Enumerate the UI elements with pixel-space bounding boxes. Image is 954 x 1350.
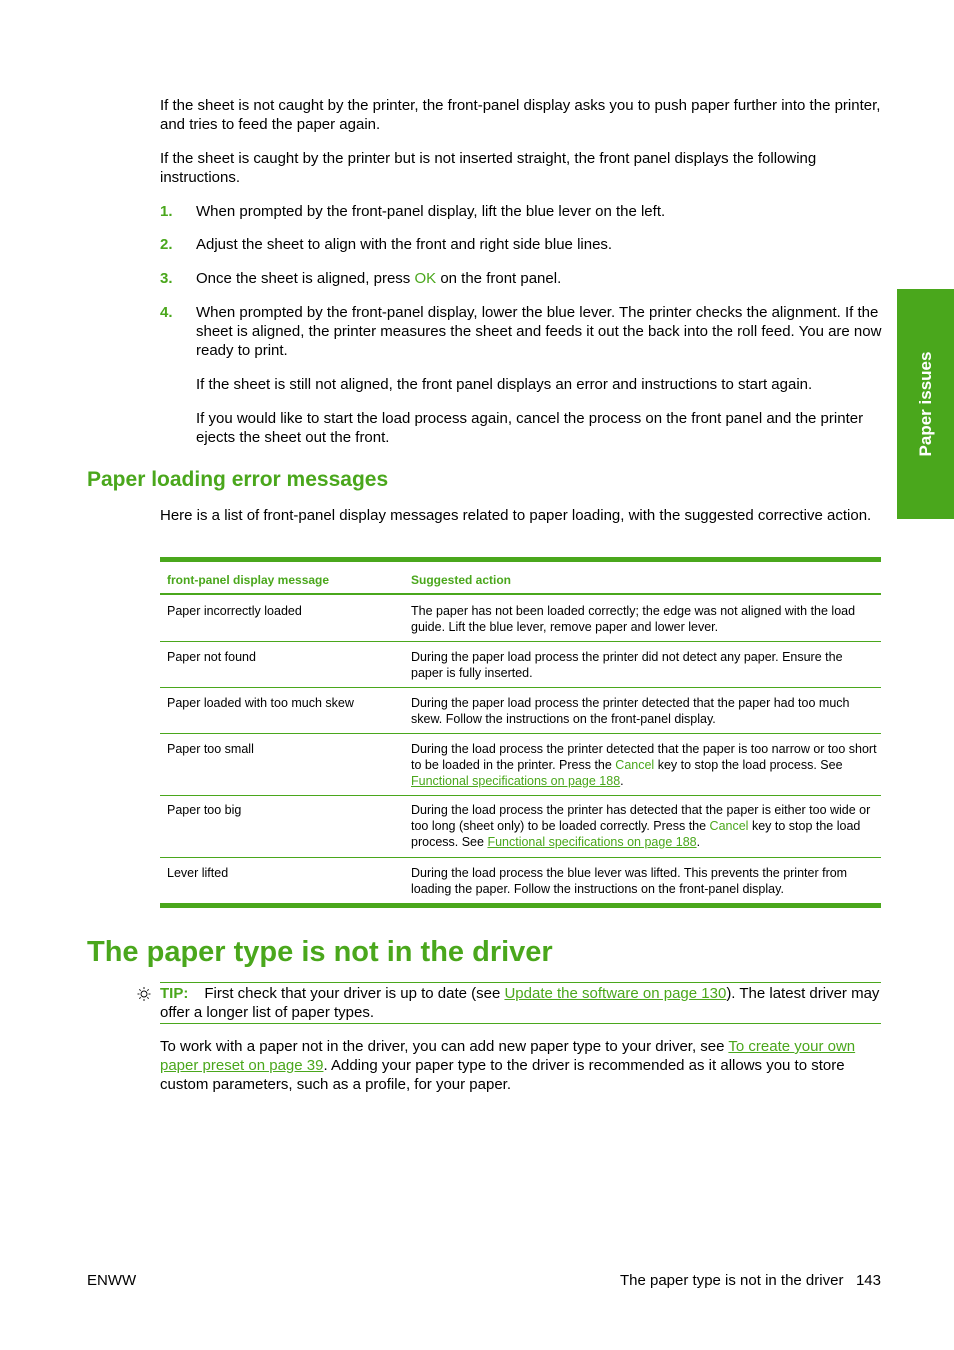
step-note: If the sheet is still not aligned, the front panel displays an error and instructions to start again. bbox=[196, 376, 813, 393]
action-text-part: . bbox=[696, 835, 701, 849]
create-paper-preset-link[interactable]: To create your own paper preset on page 39 bbox=[160, 1038, 856, 1074]
cancel-key-name: Cancel bbox=[709, 819, 749, 833]
message-cell: Paper not found bbox=[167, 650, 256, 664]
action-text-part: key to stop the load process. See bbox=[654, 758, 843, 772]
step-text-part: Once the sheet is aligned, press bbox=[196, 270, 415, 287]
table-row bbox=[160, 796, 881, 858]
table-row bbox=[160, 688, 881, 734]
closing-text-part: . Adding your paper type to the driver is recommended as it allows you to store custom parameters, such as a profile, for your paper. bbox=[160, 1057, 845, 1093]
intro-paragraph-2: If the sheet is caught by the printer but is not inserted straight, the front panel displays the following instructions. bbox=[160, 150, 817, 186]
step-text bbox=[196, 269, 886, 288]
message-cell: Lever lifted bbox=[167, 866, 229, 880]
table-row bbox=[160, 734, 881, 796]
step-number: 3. bbox=[160, 270, 173, 287]
functional-specifications-link[interactable]: Functional specifications on page 188 bbox=[411, 774, 621, 788]
step-number: 1. bbox=[160, 203, 173, 220]
step-text: When prompted by the front-panel display, lower the blue lever. The printer checks the alignment. If the sheet is aligned, the printer measures the sheet and feeds it out the back into the roll feed. You are now ready to print. bbox=[196, 304, 882, 359]
update-software-link[interactable]: Update the software on page 130 bbox=[504, 985, 727, 1002]
tip-text bbox=[160, 984, 882, 1022]
column-header-message: front-panel display message bbox=[167, 573, 330, 587]
action-text-part: . bbox=[620, 774, 624, 788]
intro-paragraph-1: If the sheet is not caught by the printer, the front-panel display asks you to push paper further into the printer, and tries to feed the paper again. bbox=[160, 97, 881, 133]
table-header bbox=[160, 562, 881, 595]
side-tab-label: Paper issues bbox=[915, 351, 935, 457]
closing-paragraph bbox=[160, 1037, 882, 1094]
action-text-part: key to stop the load process. See bbox=[411, 819, 861, 849]
table-row bbox=[160, 642, 881, 688]
step-text-part: on the front panel. bbox=[436, 270, 562, 287]
action-cell: During the load process the blue lever was lifted. This prevents the printer from loading the paper. Follow the instructions on the front-panel display. bbox=[411, 866, 848, 896]
footer-left: ENWW bbox=[87, 1272, 137, 1289]
error-messages-table bbox=[160, 557, 881, 908]
footer-right bbox=[620, 1272, 881, 1289]
column-header-action: Suggested action bbox=[411, 573, 512, 587]
section-intro: Here is a list of front-panel display messages related to paper loading, with the suggested corrective action. bbox=[160, 507, 872, 524]
tip-label: TIP: bbox=[160, 985, 189, 1002]
ok-key-name: OK bbox=[414, 270, 437, 287]
footer-title: The paper type is not in the driver bbox=[619, 1272, 844, 1289]
step-text: Adjust the sheet to align with the front and right side blue lines. bbox=[196, 236, 613, 253]
action-cell: The paper has not been loaded correctly; the edge was not aligned with the load guide. Lift the blue lever, remove paper and lower lever. bbox=[411, 604, 856, 634]
section-heading: Paper loading error messages bbox=[87, 468, 389, 491]
action-cell: During the paper load process the printer detected that the paper had too much skew. Follow the instructions on the front-panel display. bbox=[411, 696, 850, 726]
message-cell: Paper loaded with too much skew bbox=[167, 696, 354, 710]
tip-text-part: ). The latest driver may offer a longer list of paper types. bbox=[160, 985, 880, 1021]
cancel-key-name: Cancel bbox=[615, 758, 655, 772]
step-number: 4. bbox=[160, 304, 173, 321]
side-tab bbox=[897, 289, 954, 519]
action-text-part: During the load process the printer detected that the paper is too narrow or too short to be loaded in the printer. Press the bbox=[411, 742, 877, 772]
action-cell: During the paper load process the printer did not detect any paper. Ensure the paper is fully inserted. bbox=[411, 650, 843, 680]
step-note: If you would like to start the load process again, cancel the process on the front panel and the printer ejects the sheet out the front. bbox=[196, 410, 864, 446]
step-number: 2. bbox=[160, 236, 173, 253]
table-row bbox=[160, 858, 881, 904]
functional-specifications-link[interactable]: Functional specifications on page 188 bbox=[487, 835, 697, 849]
message-cell: Paper too small bbox=[167, 742, 254, 756]
action-text-part: During the load process the printer has detected that the paper is either too wide or too long (sheet only) to be loaded correctly. Press the bbox=[411, 803, 871, 833]
message-cell: Paper too big bbox=[167, 803, 242, 817]
page-number: 143 bbox=[855, 1272, 881, 1289]
closing-text-part: To work with a paper not in the driver, you can add new paper type to your driver, see bbox=[160, 1038, 729, 1055]
lightbulb-icon bbox=[137, 986, 151, 1002]
main-heading: The paper type is not in the driver bbox=[87, 936, 553, 968]
action-cell bbox=[411, 741, 877, 789]
action-cell bbox=[411, 802, 877, 850]
table-bottom-rule bbox=[160, 904, 881, 908]
message-cell: Paper incorrectly loaded bbox=[167, 604, 302, 618]
table-row bbox=[160, 595, 881, 642]
step-text: When prompted by the front-panel display, lift the blue lever on the left. bbox=[196, 203, 666, 220]
tip-text-part: First check that your driver is up to date (see bbox=[204, 985, 505, 1002]
